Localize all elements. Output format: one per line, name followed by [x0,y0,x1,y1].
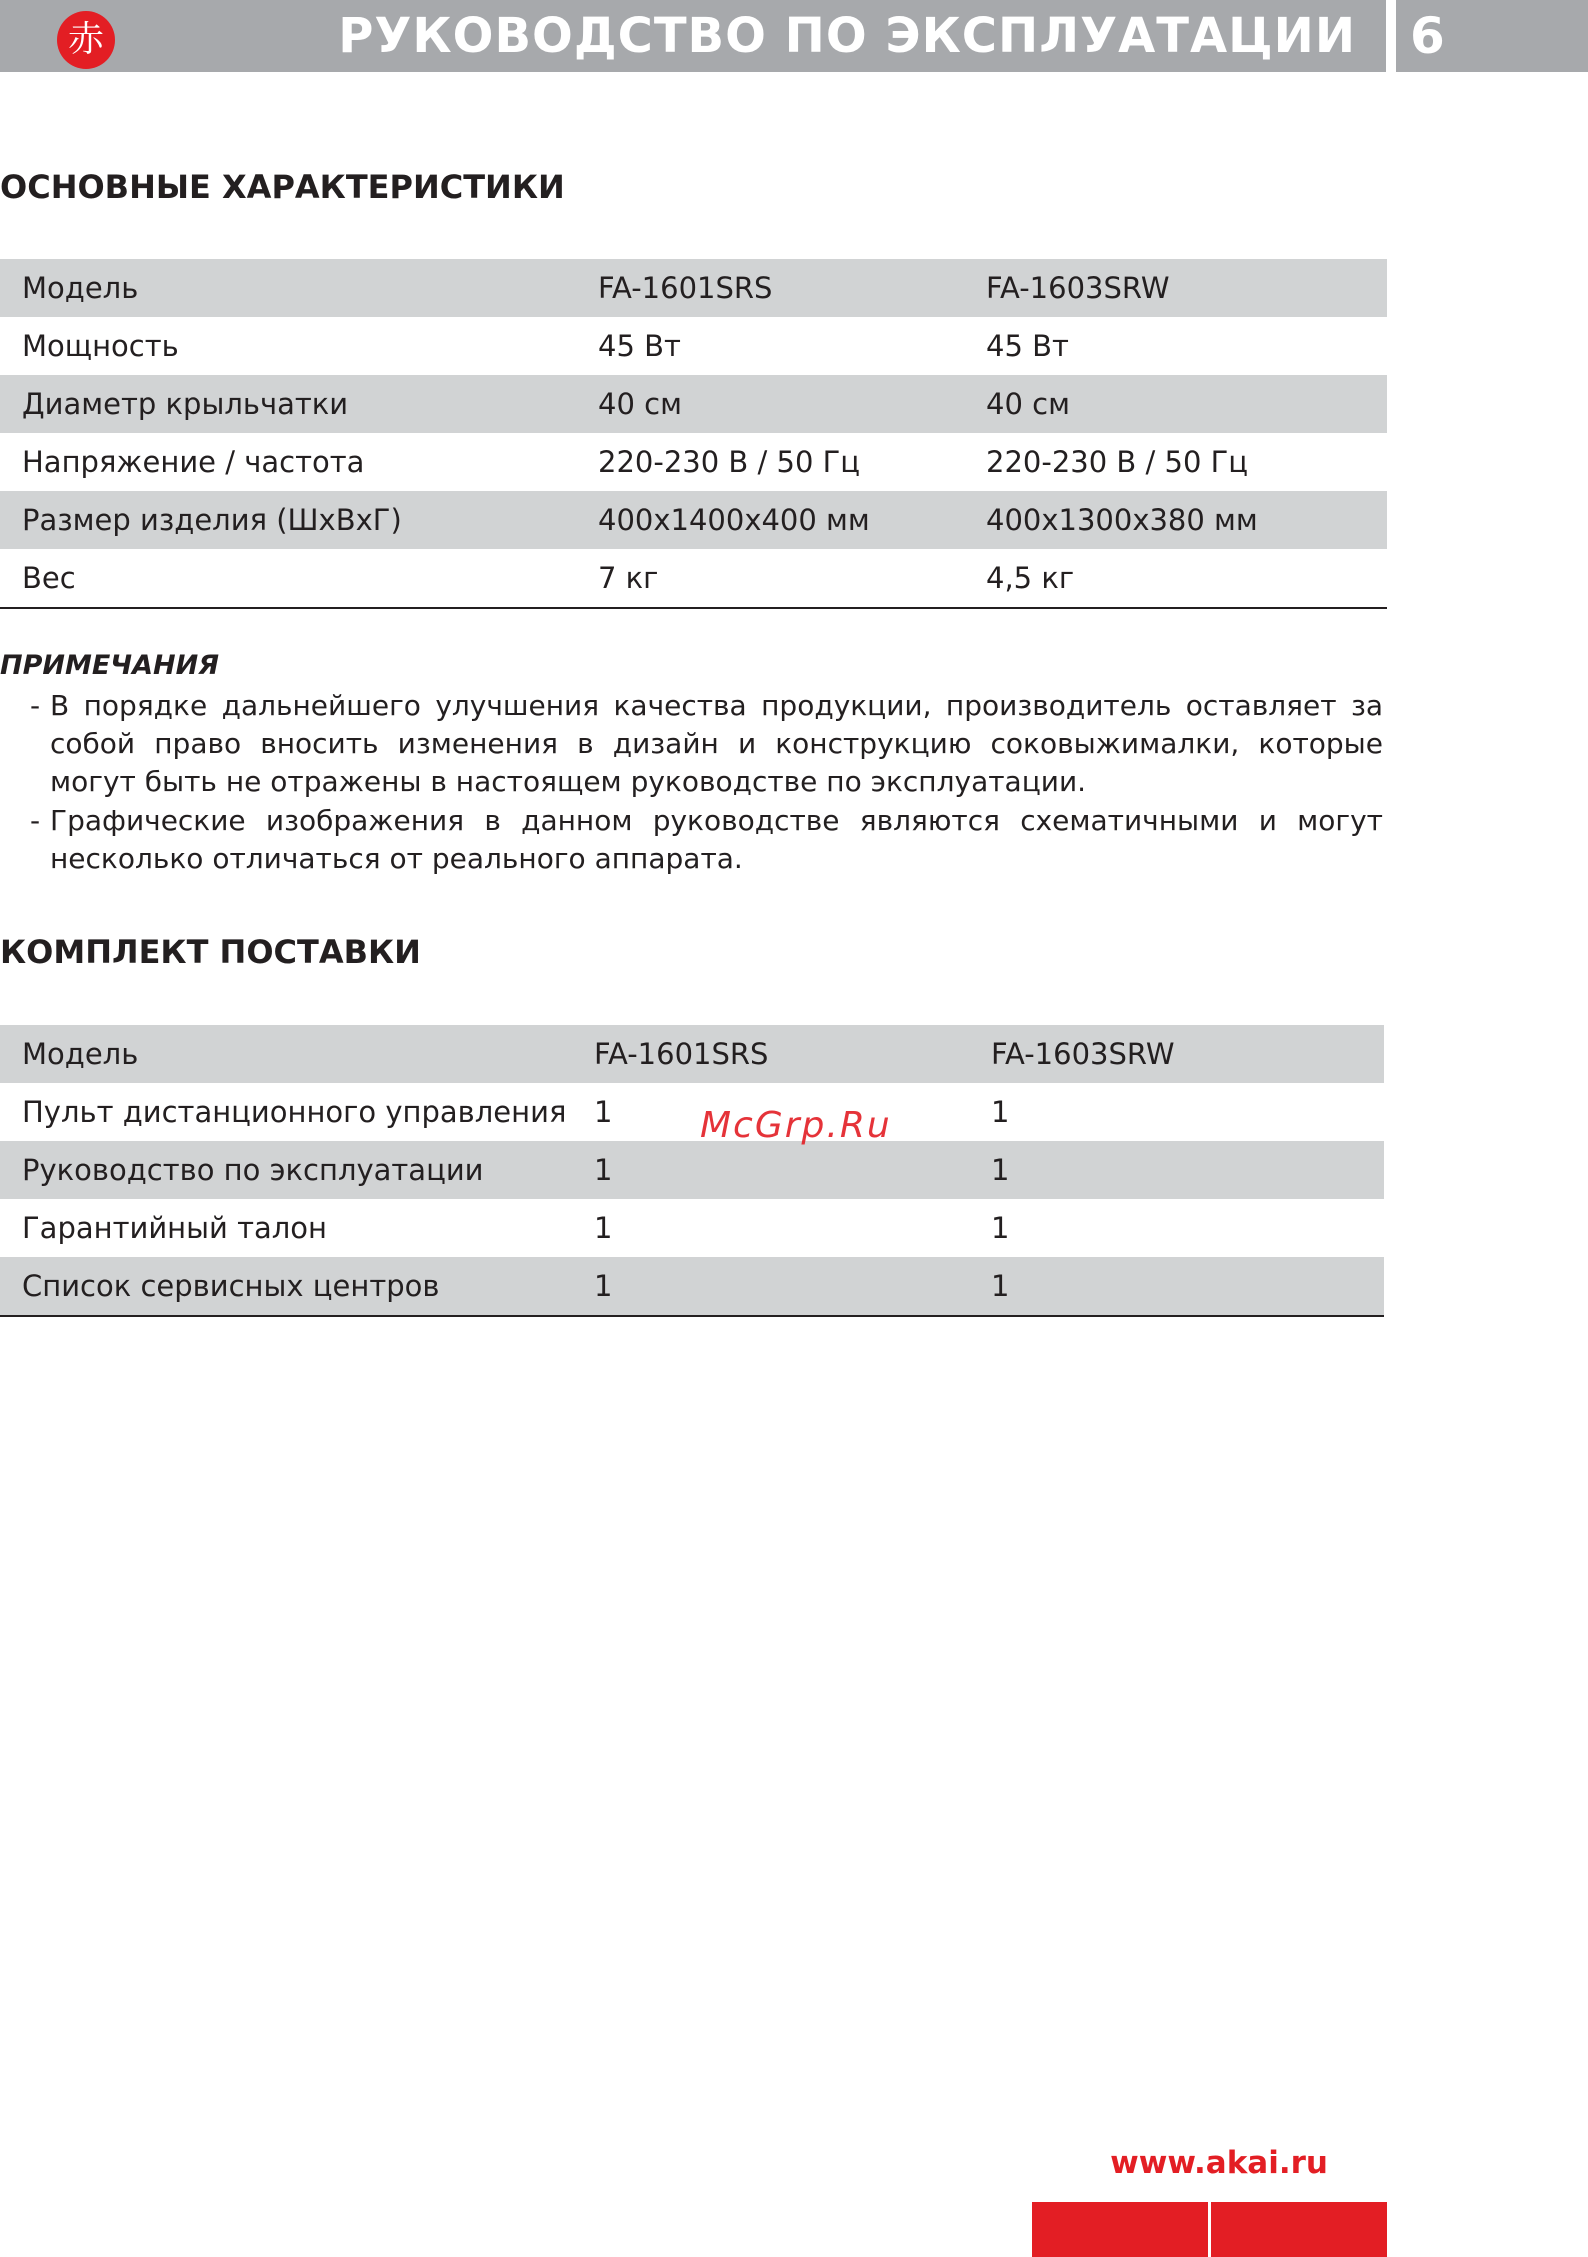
note-text: В порядке дальнейшего улучшения качества продукции, производитель оставляет за собой право вносить изменения в дизайн и конструкцию соковыжималки, которые могут быть не отражены в настоящем руководстве по эксплуатации. [50,689,1383,798]
table-cell: 220-230 В / 50 Гц [598,445,861,479]
footer-red-block [1032,2202,1208,2257]
table-cell: FA-1603SRW [964,259,1387,317]
package-table [0,1025,1384,1317]
specs-heading: ОСНОВНЫЕ ХАРАКТЕРИСТИКИ [0,168,565,206]
table-row [0,1199,1384,1257]
table-cell: Модель [0,259,576,317]
note-item [30,687,1383,801]
table-cell: Вес [0,549,576,608]
table-cell: 1 [991,1211,1010,1245]
table-cell: Мощность [22,329,179,363]
table-row [0,259,1387,317]
table-cell: Гарантийный талон [22,1211,328,1245]
table-cell: 400x1300x380 мм [964,491,1387,549]
table-cell: Модель [0,1025,572,1083]
table-cell: Размер изделия (ШхВхГ) [0,491,576,549]
page-number: 6 [1410,7,1445,65]
note-text: Графические изображения в данном руководстве являются схематичными и могут несколько отличаться от реального аппарата. [50,804,1383,875]
footer-red-block [1211,2202,1387,2257]
table-cell: 40 см [576,375,964,433]
table-cell: 220-230 В / 50 Гц [986,445,1249,479]
table-row [0,433,1387,491]
table-cell: 40 см [964,375,1387,433]
table-cell: 45 Вт [986,329,1069,363]
package-heading: КОМПЛЕКТ ПОСТАВКИ [0,933,421,971]
specs-table [0,259,1387,609]
table-cell: 400x1400x400 мм [576,491,964,549]
table-cell: 1 [594,1211,613,1245]
note-item [30,802,1383,878]
header-title: РУКОВОДСТВО ПО ЭКСПЛУАТАЦИИ [338,8,1356,64]
table-cell: 7 кг [576,549,964,608]
table-row [0,317,1387,375]
table-row [0,491,1387,549]
table-cell: 45 Вт [598,329,681,363]
table-cell: Руководство по эксплуатации [0,1141,572,1199]
table-cell: FA-1601SRS [576,259,964,317]
table-cell: FA-1601SRS [572,1025,969,1083]
table-cell: 1 [969,1257,1384,1316]
table-row [0,1025,1384,1083]
table-row [0,549,1387,608]
table-row [0,375,1387,433]
table-cell: FA-1603SRW [969,1025,1384,1083]
akai-logo-icon: 赤 [57,11,115,69]
table-row [0,1257,1384,1316]
watermark: McGrp.Ru [700,1105,892,1146]
table-cell: Пульт дистанционного управления [22,1095,567,1129]
note-dash: - [30,804,41,837]
note-dash: - [30,689,41,722]
table-row [0,1083,1384,1141]
table-cell: 1 [991,1095,1010,1129]
notes-title: ПРИМЕЧАНИЯ [0,650,219,681]
table-cell: 1 [594,1095,613,1129]
table-cell: Диаметр крыльчатки [0,375,576,433]
table-row [0,1141,1384,1199]
table-cell: Список сервисных центров [0,1257,572,1316]
footer-website-link[interactable]: www.akai.ru [1110,2145,1328,2181]
table-cell: 1 [572,1141,969,1199]
table-cell: 4,5 кг [964,549,1387,608]
table-cell: Напряжение / частота [22,445,365,479]
table-cell: 1 [572,1257,969,1316]
table-cell: 1 [969,1141,1384,1199]
